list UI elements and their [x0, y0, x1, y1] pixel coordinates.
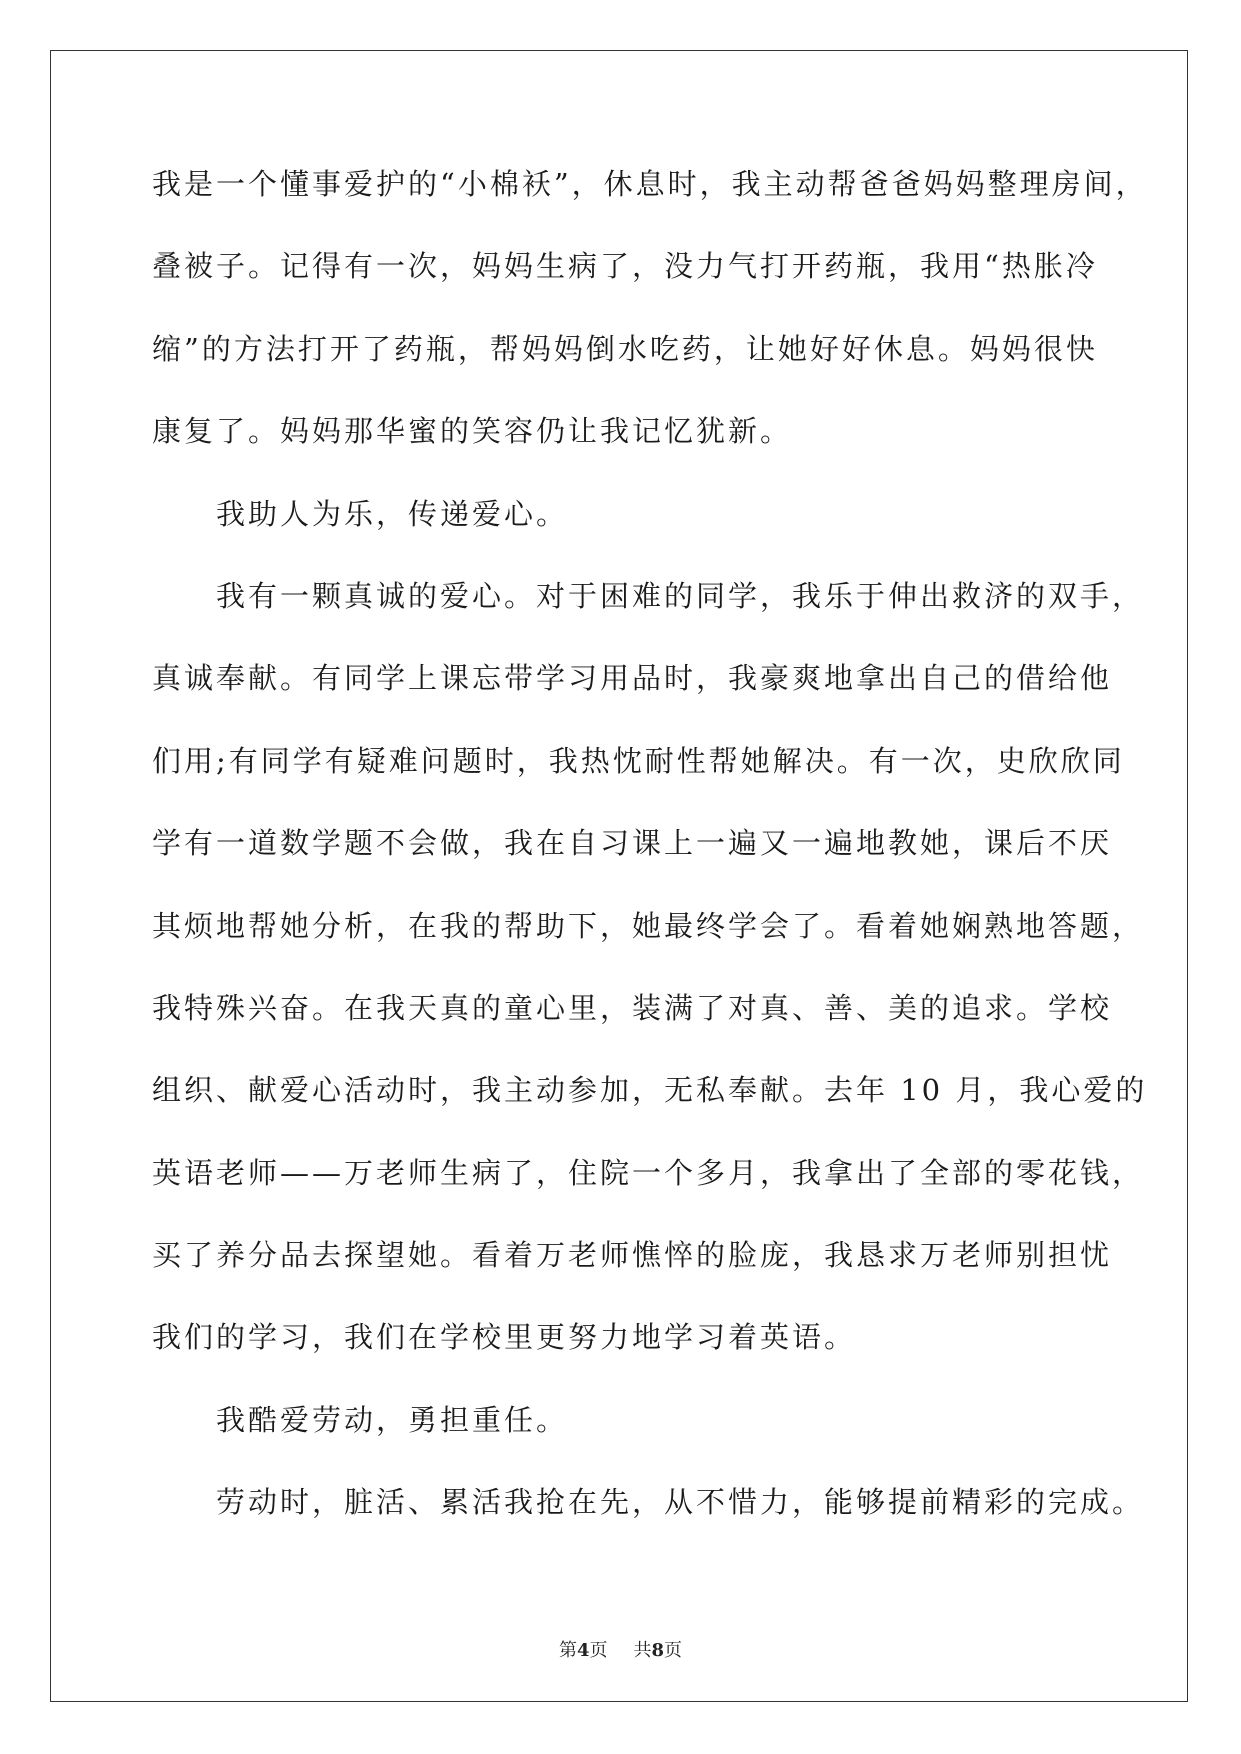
document-body — [152, 158, 1148, 1559]
text-line-13: 英语老师——万老师生病了，住院一个多月，我拿出了全部的零花钱， — [152, 1155, 1145, 1190]
page-total: 8 — [651, 1640, 665, 1661]
text-line-14: 买了养分品去探望她。看着万老师憔悴的脸庞，我恳求万老师别担忧 — [152, 1238, 1113, 1273]
text-line-9: 学有一道数学题不会做，我在自习课上一遍又一遍地教她，课后不厌 — [152, 826, 1113, 861]
text-line-17: 劳动时，脏活、累活我抢在先，从不惜力，能够提前精彩的完成。 — [216, 1485, 1145, 1520]
text-line-3: 缩”的方法打开了药瓶，帮妈妈倒水吃药，让她好好休息。妈妈很快 — [152, 331, 1098, 366]
text-line-6: 我有一颗真诚的爱心。对于困难的同学，我乐于伸出救济的双手， — [216, 578, 1145, 613]
text-line-8: 们用;有同学有疑难问题时，我热忱耐性帮她解决。有一次，史欣欣同 — [152, 743, 1125, 778]
page-total-prefix: 共 — [633, 1640, 652, 1661]
page-number-prefix: 第 — [558, 1640, 577, 1661]
text-line-11: 我特殊兴奋。在我天真的童心里，装满了对真、善、美的追求。学校 — [152, 990, 1113, 1025]
text-line-15: 我们的学习，我们在学校里更努力地学习着英语。 — [152, 1320, 857, 1355]
text-line-1: 我是一个懂事爱护的“小棉袄”，休息时，我主动帮爸爸妈妈整理房间， — [152, 167, 1148, 201]
section-heading-help: 我助人为乐，传递爱心。 — [216, 496, 569, 531]
text-line-12: 组织、献爱心活动时，我主动参加，无私奉献。去年 10 月，我心爱的 — [152, 1073, 1148, 1108]
text-line-2: 叠被子。记得有一次，妈妈生病了，没力气打开药瓶，我用“热胀冷 — [152, 249, 1098, 284]
text-line-7: 真诚奉献。有同学上课忘带学习用品时，我豪爽地拿出自己的借给他 — [152, 661, 1113, 696]
text-line-4: 康复了。妈妈那华蜜的笑容仍让我记忆犹新。 — [152, 414, 793, 449]
page-number-current: 4 — [576, 1640, 590, 1661]
text-line-10: 其烦地帮她分析，在我的帮助下，她最终学会了。看着她娴熟地答题， — [152, 908, 1145, 943]
page-footer — [0, 1636, 1241, 1662]
section-heading-labor: 我酷爱劳动，勇担重任。 — [216, 1402, 569, 1437]
page-total-suffix: 页 — [664, 1640, 683, 1661]
page-number-suffix: 页 — [589, 1640, 608, 1661]
